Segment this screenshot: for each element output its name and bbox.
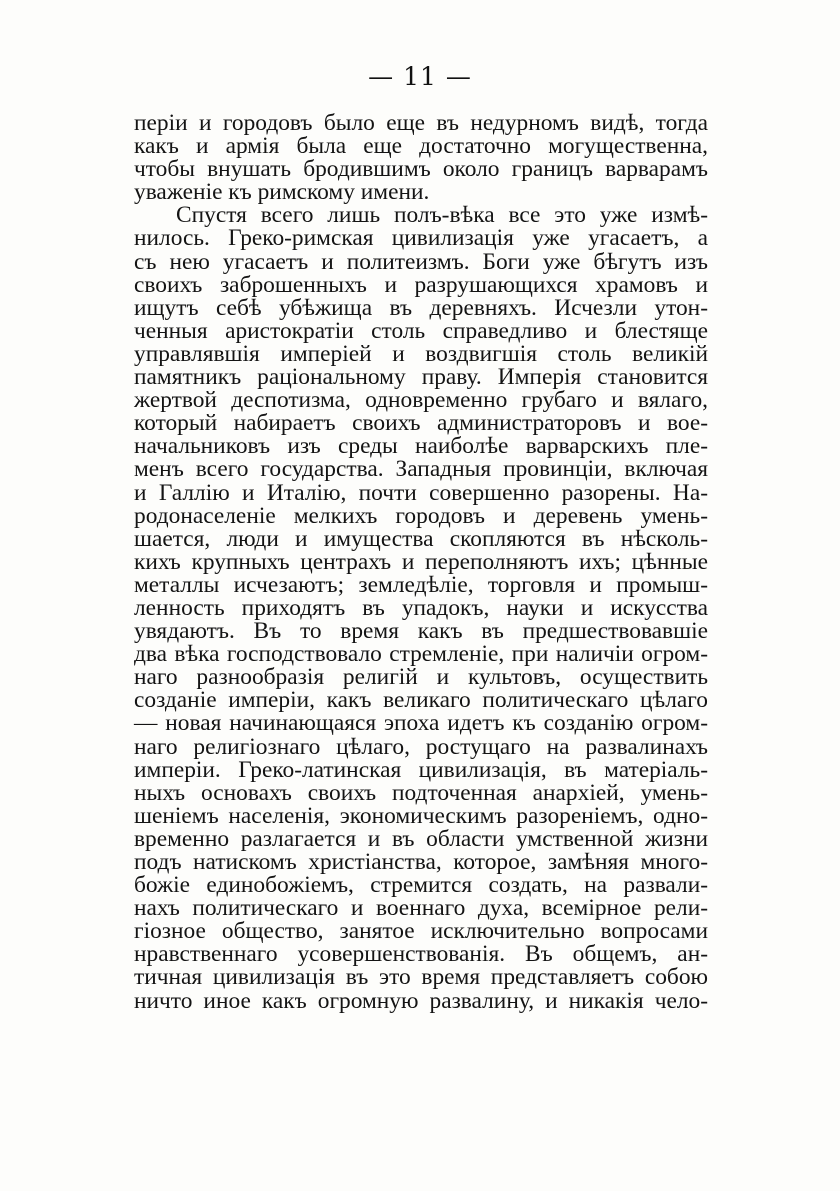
text-line: ничто иное какъ огромную развалину, и никакія чело-	[134, 987, 708, 1014]
text-line: два вѣка господствовало стремленіе, при наличіи огром-	[134, 641, 708, 668]
text-line: ленность приходятъ въ упадокъ, науки и искусства	[134, 594, 708, 621]
text-line: ищутъ себѣ убѣжища въ деревняхъ. Исчезли утон-	[134, 294, 708, 321]
text-line: управлявшія имперіей и воздвигшія столь великій	[134, 340, 708, 367]
text-line: уваженіе къ римскому имени.	[134, 179, 430, 206]
text-line: металлы исчезаютъ; земледѣліе, торговля и промыш-	[134, 571, 708, 598]
text-line: родонаселеніе мелкихъ городовъ и деревень умень-	[134, 502, 708, 529]
text-line: періи и городовъ было еще въ недурномъ видѣ, тогда	[134, 110, 708, 136]
text-line: — новая начинающаяся эпоха идетъ къ созданію огром-	[134, 710, 708, 737]
text-line: кихъ крупныхъ центрахъ и переполняютъ ихъ; цѣнные	[134, 548, 708, 575]
text-line: временно разлагается и въ области умственной жизни	[134, 825, 708, 852]
text-line: ныхъ основахъ своихъ подточенная анархіей, умень-	[134, 779, 708, 806]
text-line: ченныя аристократіи столь справедливо и блестяще	[134, 317, 708, 344]
text-line: съ нею угасаетъ и политеизмъ. Боги уже бѣгутъ изъ	[134, 248, 708, 275]
text-line: шеніемъ населенія, экономическимъ разореніемъ, одно-	[134, 802, 708, 829]
text-line: который набираетъ своихъ администраторовъ и вое-	[134, 410, 708, 437]
body-text	[134, 112, 708, 1013]
text-line: шается, люди и имущества скопляются въ нѣсколь-	[134, 525, 708, 552]
text-line: божіе единобожіемъ, стремится создать, на развали-	[134, 872, 708, 899]
text-line: созданіе имперіи, какъ великаго политическаго цѣлаго	[134, 687, 708, 714]
text-line: подъ натискомъ христіанства, которое, замѣняя много-	[134, 849, 708, 875]
text-line: жертвой деспотизма, одновременно грубаго и вялаго,	[134, 387, 708, 414]
text-line: нравственнаго усовершенствованія. Въ общемъ, ан-	[134, 941, 708, 968]
text-line: наго религіознаго цѣлаго, ростущаго на развалинахъ	[134, 733, 708, 760]
paragraph-start-line: Спустя всего лишь полъ-вѣка все это уже измѣ-	[176, 202, 708, 229]
text-line: памятникъ раціональному праву. Имперія становится	[134, 364, 708, 391]
page-number: — 11 —	[368, 62, 472, 91]
text-line: наго разнообразія религій и культовъ, осуществить	[134, 664, 708, 691]
text-line: чтобы внушать бродившимъ около границъ варварамъ	[134, 156, 708, 183]
text-line: тичная цивилизація въ это время представляетъ собою	[134, 964, 708, 991]
text-line: гіозное общество, занятое исключительно вопросами	[134, 918, 708, 945]
text-line: нилось. Греко-римская цивилизація уже угасаетъ, а	[134, 225, 708, 252]
text-line: имперіи. Греко-латинская цивилизація, въ матеріаль-	[134, 756, 708, 783]
text-line: начальниковъ изъ среды наиболѣе варварскихъ пле-	[134, 433, 708, 460]
text-line: менъ всего государства. Западныя провинціи, включая	[134, 456, 708, 483]
text-line: какъ и армія была еще достаточно могущественна,	[134, 133, 708, 160]
text-line: увядаютъ. Въ то время какъ въ предшествовавшіе	[134, 618, 708, 645]
text-line: своихъ заброшенныхъ и разрушающихся храмовъ и	[134, 271, 708, 298]
text-line: нахъ политическаго и военнаго духа, всемірное рели-	[134, 895, 708, 922]
text-line: и Галлію и Италію, почти совершенно разорены. На-	[134, 479, 708, 506]
